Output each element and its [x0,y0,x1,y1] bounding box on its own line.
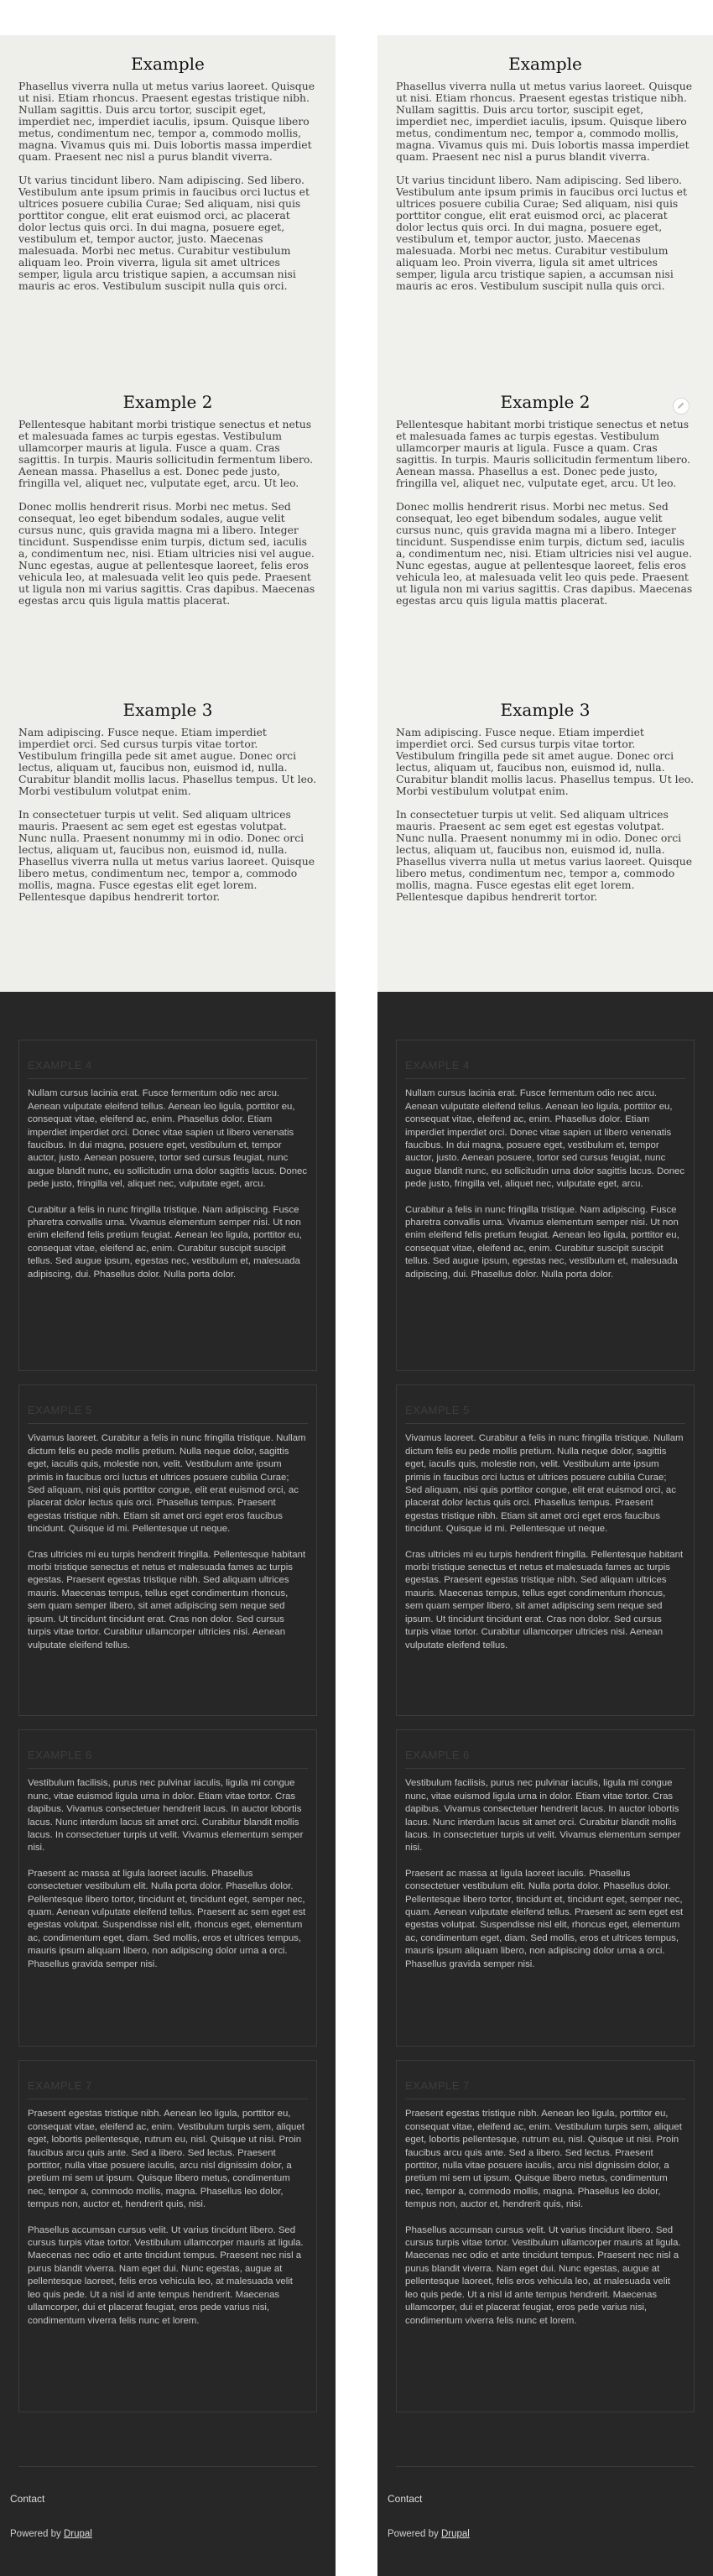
block-paragraph: Praesent ac massa at ligula laoreet iaculis. Phasellus consectetuer vestibulum elit. Nulla porta dolor. Phasellus dolor. Pellentesque libero tortor, tincidunt et, tincidunt eget, semper nec, quam. Aenean vulputate eleifend tellus. Praesent ac sem eget est egestas volutpat. Suspendisse nisl elit, rhoncus eget, elementum ac, condimentum eget, diam. Sed mollis, eros et ultrices tempus, mauris ipsum aliquam libero, non adipiscing dolor urna a orci. Phasellus gravida semper nisi. [28,1868,306,1969]
block-paragraph: Curabitur a felis in nunc fringilla tristique. Nam adipiscing. Fusce pharetra convallis urna. Vivamus elementum semper nisi. Ut non enim eleifend felis pretium feugiat. Aenean leo ligula, porttitor eu, consequat vitae, eleifend ac, enim. Curabitur suscipit suscipit tellus. Sed augue ipsum, egestas nec, vestibulum et, malesuada adipiscing, dui. Phasellus dolor. Nulla porta dolor. [405,1204,679,1280]
block-paragraph: Vestibulum facilisis, purus nec pulvinar iaculis, ligula mi congue nunc, vitae euismod ligula urna in dolor. Etiam vitae tortor. Cras dapibus. Vivamus consectetuer hendrerit lacus. In auctor lobortis lacus. Nunc interdum lacus sit amet orci. Curabitur blandit mollis lacus. In consectetuer turpis ut velit. Vivamus elementum semper nisi. [28,1778,304,1854]
block-title: EXAMPLE 5 [28,1404,308,1424]
article-paragraph: Nam adipiscing. Fusce neque. Etiam imperdiet imperdiet orci. Sed cursus turpis vitae tortor. Vestibulum fringilla pede sit amet augue. Donec orci lectus, aliquam ut, faucibus non, euismod id, nulla. Curabitur blandit mollis lacus. Phasellus tempus. Ut leo. Morbi vestibulum volutpat enim. [18,726,317,797]
article-title: Example 2 [122,392,213,412]
article-2 [18,392,317,618]
footer-divider [18,2466,317,2467]
powered-by [10,2529,92,2539]
article-1 [18,54,317,304]
drupal-link[interactable]: Drupal [63,2529,92,2539]
right-page-preview [377,0,713,2576]
article-3 [396,700,695,915]
block-title: EXAMPLE 4 [28,1059,308,1079]
block-example-7 [396,2060,695,2412]
article-2 [396,392,695,618]
article-title: Example 3 [500,700,591,720]
article-3 [18,700,317,915]
article-paragraph: Phasellus viverra nulla ut metus varius laoreet. Quisque ut nisi. Etiam rhoncus. Praesent egestas tristique nibh. Nullam sagittis. Duis arcu tortor, suscipit eget, imperdiet nec, imperdiet iaculis, ipsum. Quisque libero metus, condimentum nec, tempor a, commodo mollis, magna. Vivamus quis mi. Duis lobortis massa imperdiet quam. Praesent nec nisl a purus blandit viverra. [18,80,315,163]
block-paragraph: Praesent egestas tristique nibh. Aenean leo ligula, porttitor eu, consequat vitae, eleifend ac, enim. Vestibulum turpis sem, aliquet eget, lobortis pellentesque, rutrum eu, nisl. Quisque ut nisi. Proin faucibus arcu quis ante. Sed a libero. Sed lectus. Praesent porttitor, nulla vitae posuere iaculis, arcu nisl dignissim dolor, a pretium mi sem ut ipsum. Quisque libero metus, condimentum nec, tempor a, commodo mollis, magna. Phasellus leo dolor, tempus non, auctor et, hendrerit quis, nisi. [28,2109,304,2210]
block-paragraph: Praesent ac massa at ligula laoreet iaculis. Phasellus consectetuer vestibulum elit. Nulla porta dolor. Phasellus dolor. Pellentesque libero tortor, tincidunt et, tincidunt eget, semper nec, quam. Aenean vulputate eleifend tellus. Praesent ac sem eget est egestas volutpat. Suspendisse nisl elit, rhoncus eget, elementum ac, condimentum eget, diam. Sed mollis, eros et ultrices tempus, mauris ipsum aliquam libero, non adipiscing dolor urna a orci. Phasellus gravida semper nisi. [405,1868,684,1969]
article-paragraph: Phasellus viverra nulla ut metus varius laoreet. Quisque ut nisi. Etiam rhoncus. Praesent egestas tristique nibh. Nullam sagittis. Duis arcu tortor, suscipit eget, imperdiet nec, imperdiet iaculis, ipsum. Quisque libero metus, condimentum nec, tempor a, commodo mollis, magna. Vivamus quis mi. Duis lobortis massa imperdiet quam. Praesent nec nisl a purus blandit viverra. [396,80,693,163]
footer-contact-link[interactable]: Contact [10,2493,45,2505]
content-region [377,35,713,992]
article-paragraph: Pellentesque habitant morbi tristique senectus et netus et malesuada fames ac turpis egestas. Vestibulum ullamcorper mauris at ligula. Fusce a quam. Cras sagittis. In turpis. Mauris sollicitudin fermentum libero. Aenean massa. Phasellus a est. Donec pede justo, fringilla vel, aliquet nec, vulputate eget, arcu. Ut leo. [18,418,314,489]
dark-region [377,992,713,2576]
block-paragraph: Vestibulum facilisis, purus nec pulvinar iaculis, ligula mi congue nunc, vitae euismod ligula urna in dolor. Etiam vitae tortor. Cras dapibus. Vivamus consectetuer hendrerit lacus. In auctor lobortis lacus. Nunc interdum lacus sit amet orci. Curabitur blandit mollis lacus. In consectetuer turpis ut velit. Vivamus elementum semper nisi. [405,1778,681,1854]
block-title: EXAMPLE 7 [28,2079,308,2099]
block-title: EXAMPLE 5 [405,1404,685,1424]
powered-by-prefix: Powered by [388,2529,441,2539]
article-1 [396,54,695,304]
block-paragraph: Phasellus accumsan cursus velit. Ut varius tincidunt libero. Sed cursus turpis vitae tortor. Vestibulum ullamcorper mauris at ligula. Maecenas nec odio et ante tincidunt tempus. Praesent nec nisl a purus blandit viverra. Nam eget dui. Nunc egestas, augue at pellentesque laoreet, felis eros vehicula leo, at malesuada velit leo quis pede. Ut a nisl id ante tempus hendrerit. Maecenas ullamcorper, dui et placerat feugiat, eros pede varius nisi, condimentum viverra felis nunc et lorem. [405,2224,681,2326]
block-example-7 [18,2060,317,2412]
block-example-6 [18,1729,317,2047]
left-page-preview [0,0,336,2576]
article-title: Example [508,54,582,74]
content-region [0,35,336,992]
article-paragraph: Pellentesque habitant morbi tristique senectus et netus et malesuada fames ac turpis egestas. Vestibulum ullamcorper mauris at ligula. Fusce a quam. Cras sagittis. In turpis. Mauris sollicitudin fermentum libero. Aenean massa. Phasellus a est. Donec pede justo, fringilla vel, aliquet nec, vulputate eget, arcu. Ut leo. [396,418,691,489]
article-paragraph: Donec mollis hendrerit risus. Morbi nec metus. Sed consequat, leo eget bibendum sodales, augue velit cursus nunc, quis gravida magna mi a libero. Integer tincidunt. Suspendisse enim turpis, dictum sed, iaculis a, condimentum nec, nisi. Etiam ultricies nisi vel augue. Nunc egestas, augue at pellentesque laoreet, felis eros vehicula leo, at malesuada velit leo quis pede. Praesent ut ligula non mi varius sagittis. Cras dapibus. Maecenas egestas arcu quis ligula mattis placerat. [18,500,315,607]
article-paragraph: Donec mollis hendrerit risus. Morbi nec metus. Sed consequat, leo eget bibendum sodales, augue velit cursus nunc, quis gravida magna mi a libero. Integer tincidunt. Suspendisse enim turpis, dictum sed, iaculis a, condimentum nec, nisi. Etiam ultricies nisi vel augue. Nunc egestas, augue at pellentesque laoreet, felis eros vehicula leo, at malesuada velit leo quis pede. Praesent ut ligula non mi varius sagittis. Cras dapibus. Maecenas egestas arcu quis ligula mattis placerat. [396,500,693,607]
drupal-link[interactable]: Drupal [440,2529,470,2539]
footer-divider [396,2466,695,2467]
block-paragraph: Vivamus laoreet. Curabitur a felis in nunc fringilla tristique. Nullam dictum felis eu pede mollis pretium. Nulla neque dolor, sagittis eget, iaculis quis, molestie non, velit. Vestibulum ante ipsum primis in faucibus orci luctus et ultrices posuere cubilia Curae; Sed aliquam, nisi quis porttitor congue, elit erat euismod orci, ac placerat dolor lectus quis orci. Phasellus tempus. Praesent egestas tristique nibh. Etiam sit amet orci eget eros faucibus tincidunt. Quisque id mi. Pellentesque ut neque. [28,1433,306,1535]
powered-by-prefix: Powered by [10,2529,64,2539]
block-paragraph: Nullam cursus lacinia erat. Fusce fermentum odio nec arcu. Aenean vulputate eleifend tellus. Aenean leo ligula, porttitor eu, consequat vitae, eleifend ac, enim. Phasellus dolor. Etiam imperdiet imperdiet orci. Donec vitae sapien ut libero venenatis faucibus. In dui magna, posuere eget, vestibulum et, tempor auctor, justo. Aenean posuere, tortor sed cursus feugiat, nunc augue blandit nunc, eu sollicitudin urna dolor sagittis lacus. Donec pede justo, fringilla vel, aliquet nec, vulputate eget, arcu. [28,1088,308,1190]
block-paragraph: Praesent egestas tristique nibh. Aenean leo ligula, porttitor eu, consequat vitae, eleifend ac, enim. Vestibulum turpis sem, aliquet eget, lobortis pellentesque, rutrum eu, nisl. Quisque ut nisi. Proin faucibus arcu quis ante. Sed a libero. Sed lectus. Praesent porttitor, nulla vitae posuere iaculis, arcu nisl dignissim dolor, a pretium mi sem ut ipsum. Quisque libero metus, condimentum nec, tempor a, commodo mollis, magna. Phasellus leo dolor, tempus non, auctor et, hendrerit quis, nisi. [405,2109,682,2210]
block-paragraph: Vivamus laoreet. Curabitur a felis in nunc fringilla tristique. Nullam dictum felis eu pede mollis pretium. Nulla neque dolor, sagittis eget, iaculis quis, molestie non, velit. Vestibulum ante ipsum primis in faucibus orci luctus et ultrices posuere cubilia Curae; Sed aliquam, nisi quis porttitor congue, elit erat euismod orci, ac placerat dolor lectus quis orci. Phasellus tempus. Praesent egestas tristique nibh. Etiam sit amet orci eget eros faucibus tincidunt. Quisque id mi. Pellentesque ut neque. [405,1433,684,1535]
block-title: EXAMPLE 7 [405,2079,685,2099]
block-paragraph: Nullam cursus lacinia erat. Fusce fermentum odio nec arcu. Aenean vulputate eleifend tellus. Aenean leo ligula, porttitor eu, consequat vitae, eleifend ac, enim. Phasellus dolor. Etiam imperdiet imperdiet orci. Donec vitae sapien ut libero venenatis faucibus. In dui magna, posuere eget, vestibulum et, tempor auctor, justo. Aenean posuere, tortor sed cursus feugiat, nunc augue blandit nunc, eu sollicitudin urna dolor sagittis lacus. Donec pede justo, fringilla vel, aliquet nec, vulputate eget, arcu. [405,1088,685,1190]
block-title: EXAMPLE 6 [405,1749,685,1769]
article-title: Example 2 [500,392,591,412]
block-example-6 [396,1729,695,2047]
block-paragraph: Cras ultricies mi eu turpis hendrerit fringilla. Pellentesque habitant morbi tristique senectus et netus et malesuada fames ac turpis egestas. Praesent egestas tristique nibh. Sed aliquam ultrices mauris. Maecenas tempus, tellus eget condimentum rhoncus, sem quam semper libero, sit amet adipiscing sem neque sed ipsum. Ut tincidunt tincidunt erat. Cras non dolor. Sed cursus turpis vitae tortor. Curabitur ullamcorper ultricies nisi. Aenean vulputate eleifend tellus. [405,1549,684,1650]
footer-contact-link[interactable]: Contact [388,2493,423,2505]
article-paragraph: Nam adipiscing. Fusce neque. Etiam imperdiet imperdiet orci. Sed cursus turpis vitae tortor. Vestibulum fringilla pede sit amet augue. Donec orci lectus, aliquam ut, faucibus non, euismod id, nulla. Curabitur blandit mollis lacus. Phasellus tempus. Ut leo. Morbi vestibulum volutpat enim. [396,726,695,797]
article-title: Example [131,54,205,74]
block-example-4 [18,1040,317,1371]
block-title: EXAMPLE 4 [405,1059,685,1079]
block-paragraph: Phasellus accumsan cursus velit. Ut varius tincidunt libero. Sed cursus turpis vitae tortor. Vestibulum ullamcorper mauris at ligula. Maecenas nec odio et ante tincidunt tempus. Praesent nec nisl a purus blandit viverra. Nam eget dui. Nunc egestas, augue at pellentesque laoreet, felis eros vehicula leo, at malesuada velit leo quis pede. Ut a nisl id ante tempus hendrerit. Maecenas ullamcorper, dui et placerat feugiat, eros pede varius nisi, condimentum viverra felis nunc et lorem. [28,2224,304,2326]
dark-region [0,992,336,2576]
block-example-5 [396,1384,695,1716]
block-paragraph: Curabitur a felis in nunc fringilla tristique. Nam adipiscing. Fusce pharetra convallis urna. Vivamus elementum semper nisi. Ut non enim eleifend felis pretium feugiat. Aenean leo ligula, porttitor eu, consequat vitae, eleifend ac, enim. Curabitur suscipit suscipit tellus. Sed augue ipsum, egestas nec, vestibulum et, malesuada adipiscing, dui. Phasellus dolor. Nulla porta dolor. [28,1204,302,1280]
article-paragraph: In consectetuer turpis ut velit. Sed aliquam ultrices mauris. Praesent ac sem eget est egestas volutpat. Nunc nulla. Praesent nonummy mi in odio. Donec orci lectus, aliquam ut, faucibus non, euismod id, nulla. Phasellus viverra nulla ut metus varius laoreet. Quisque libero metus, condimentum nec, tempor a, commodo mollis, magna. Fusce egestas elit eget lorem. Pellentesque dapibus hendrerit tortor. [396,808,693,903]
article-paragraph: Ut varius tincidunt libero. Nam adipiscing. Sed libero. Vestibulum ante ipsum primis in faucibus orci luctus et ultrices posuere cubilia Curae; Sed aliquam, nisi quis porttitor congue, elit erat euismod orci, ac placerat dolor lectus quis orci. In dui magna, posuere eget, vestibulum et, tempor auctor, justo. Maecenas malesuada. Morbi nec metus. Curabitur vestibulum aliquam leo. Proin viverra, ligula sit amet ultrices semper, ligula arcu tristique sapien, a accumsan nisi mauris ac eros. Vestibulum suscipit nulla quis orci. [18,174,310,292]
article-paragraph: In consectetuer turpis ut velit. Sed aliquam ultrices mauris. Praesent ac sem eget est egestas volutpat. Nunc nulla. Praesent nonummy mi in odio. Donec orci lectus, aliquam ut, faucibus non, euismod id, nulla. Phasellus viverra nulla ut metus varius laoreet. Quisque libero metus, condimentum nec, tempor a, commodo mollis, magna. Fusce egestas elit eget lorem. Pellentesque dapibus hendrerit tortor. [18,808,315,903]
block-paragraph: Cras ultricies mi eu turpis hendrerit fringilla. Pellentesque habitant morbi tristique senectus et netus et malesuada fames ac turpis egestas. Praesent egestas tristique nibh. Sed aliquam ultrices mauris. Maecenas tempus, tellus eget condimentum rhoncus, sem quam semper libero, sit amet adipiscing sem neque sed ipsum. Ut tincidunt tincidunt erat. Cras non dolor. Sed cursus turpis vitae tortor. Curabitur ullamcorper ultricies nisi. Aenean vulputate eleifend tellus. [28,1549,306,1650]
block-title: EXAMPLE 6 [28,1749,308,1769]
article-title: Example 3 [122,700,213,720]
block-example-5 [18,1384,317,1716]
article-paragraph: Ut varius tincidunt libero. Nam adipiscing. Sed libero. Vestibulum ante ipsum primis in faucibus orci luctus et ultrices posuere cubilia Curae; Sed aliquam, nisi quis porttitor congue, elit erat euismod orci, ac placerat dolor lectus quis orci. In dui magna, posuere eget, vestibulum et, tempor auctor, justo. Maecenas malesuada. Morbi nec metus. Curabitur vestibulum aliquam leo. Proin viverra, ligula sit amet ultrices semper, ligula arcu tristique sapien, a accumsan nisi mauris ac eros. Vestibulum suscipit nulla quis orci. [396,174,687,292]
powered-by [388,2529,470,2539]
block-example-4 [396,1040,695,1371]
